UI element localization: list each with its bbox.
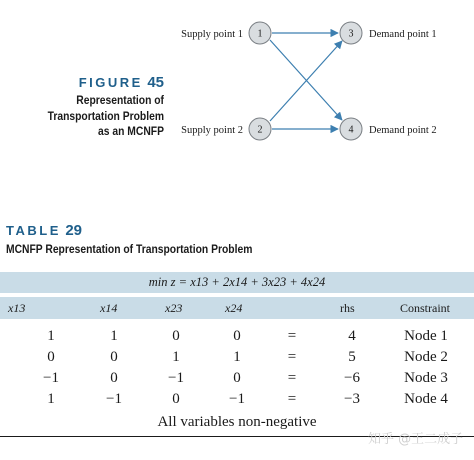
objective-function	[0, 272, 474, 293]
header-x13: x13	[8, 301, 26, 315]
node-number: 2	[257, 124, 263, 136]
table-title: MCNFP Representation of Transportation Problem	[6, 242, 253, 256]
cell-rhs: 4	[348, 328, 356, 344]
cell-x14: 0	[110, 349, 118, 365]
cell-constraint: Node 1	[404, 328, 448, 344]
figure-label-word: FIGURE	[78, 75, 143, 90]
cell-equals: =	[287, 391, 297, 407]
watermark: 知乎 @王二成子	[368, 432, 464, 447]
node-label: Supply point 1	[181, 29, 243, 40]
cell-x14: 0	[110, 370, 118, 386]
header-x24: x24	[225, 301, 243, 315]
cell-x13: −1	[43, 370, 59, 386]
cell-constraint: Node 4	[404, 391, 448, 407]
table-header	[0, 297, 474, 319]
table-row	[0, 347, 474, 368]
header-constraint: Constraint	[400, 301, 450, 315]
arcs	[270, 33, 342, 129]
figure-title-line: as an MCNFP	[98, 124, 164, 138]
figure-title-line: Representation of	[76, 93, 164, 107]
cell-equals: =	[287, 349, 297, 365]
node-label: Demand point 1	[369, 29, 437, 40]
objective-text: min z = x13 + 2x14 + 3x23 + 4x24	[148, 275, 326, 289]
cell-x23: 0	[172, 328, 180, 344]
network-diagram	[0, 0, 474, 200]
cell-x24: 1	[233, 349, 241, 365]
cell-x13: 1	[47, 328, 55, 344]
cell-rhs: −3	[344, 391, 360, 407]
cell-x13: 1	[47, 391, 55, 407]
arc-1-4	[270, 40, 342, 120]
node-label: Demand point 2	[369, 125, 437, 136]
cell-x23: 1	[172, 349, 180, 365]
node-number: 4	[348, 124, 354, 136]
cell-equals: =	[287, 328, 297, 344]
header-rhs: rhs	[340, 301, 355, 315]
table-row	[0, 326, 474, 347]
table-number: 29	[65, 222, 83, 239]
cell-x13: 0	[47, 349, 55, 365]
supply-node-1	[181, 22, 271, 44]
demand-node-4	[340, 118, 437, 140]
cell-x14: 1	[110, 328, 118, 344]
cell-x23: 0	[172, 391, 180, 407]
cell-x23: −1	[168, 370, 184, 386]
cell-x24: 0	[233, 328, 241, 344]
cell-equals: =	[287, 370, 297, 386]
header-x23: x23	[165, 301, 183, 315]
cell-x24: −1	[229, 391, 245, 407]
table-footer: All variables non-negative	[157, 414, 317, 430]
cell-constraint: Node 2	[404, 349, 448, 365]
demand-node-3	[340, 22, 437, 44]
node-label: Supply point 2	[181, 125, 243, 136]
node-number: 3	[348, 28, 354, 40]
supply-node-2	[181, 118, 271, 140]
table-row	[0, 389, 474, 410]
cell-x24: 0	[233, 370, 241, 386]
node-number: 1	[257, 28, 263, 40]
arc-2-3	[270, 41, 342, 121]
header-x14: x14	[100, 301, 118, 315]
table-caption	[6, 222, 292, 256]
figure-title-line: Transportation Problem	[47, 108, 164, 123]
table-row	[0, 368, 474, 389]
cell-rhs: −6	[344, 370, 360, 386]
table-label: TABLE	[6, 223, 61, 238]
cell-constraint: Node 3	[404, 370, 448, 386]
figure-number: 45	[147, 74, 164, 91]
cell-x14: −1	[106, 391, 122, 407]
table-body	[0, 326, 474, 410]
cell-rhs: 5	[348, 349, 356, 365]
